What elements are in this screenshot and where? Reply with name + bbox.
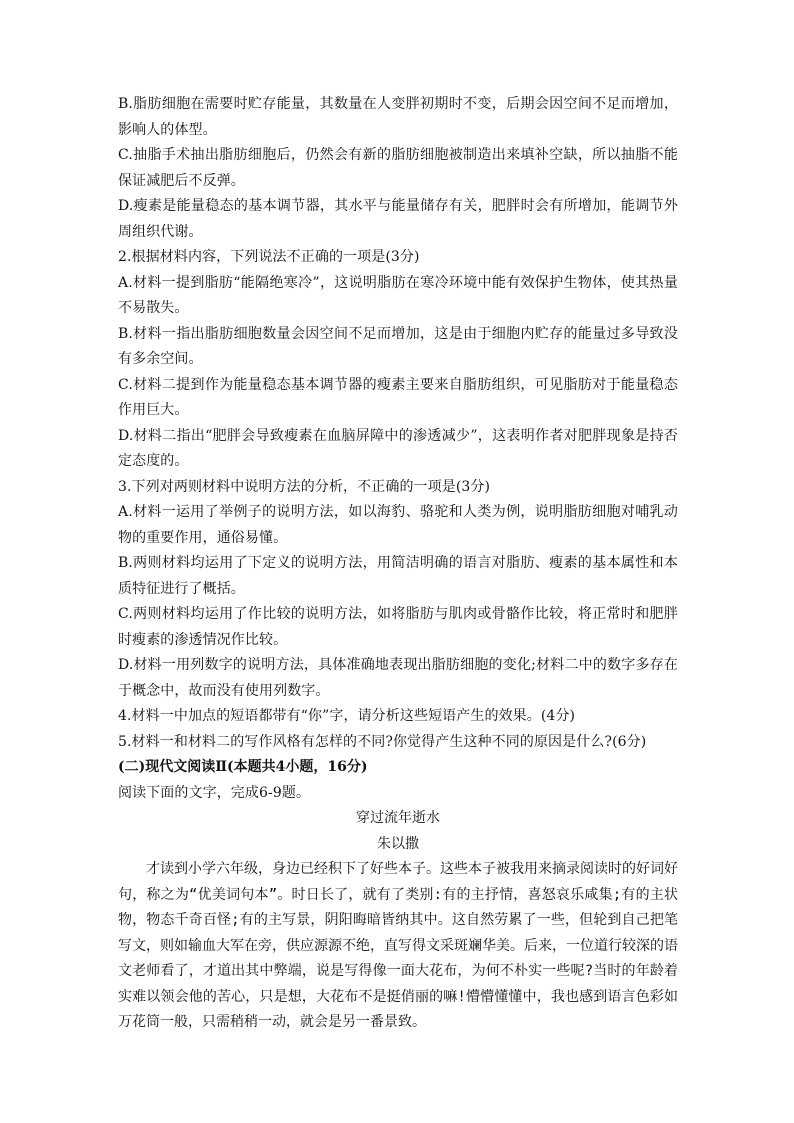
- question-2-option-b: B.材料一指出脂肪细胞数量会因空间不足而增加，这是由于细胞内贮存的能量过多导致没有多余空间。: [118, 325, 678, 367]
- question-3-option-d: D.材料一用列数字的说明方法，具体准确地表现出脂肪细胞的变化;材料二中的数字多存在于概念中，故而没有使用列数字。: [118, 657, 678, 699]
- option-d-paragraph: D.瘦素是能量稳态的基本调节器，其水平与能量储存有关，肥胖时会有所增加，能调节外周组织代谢。: [118, 198, 678, 240]
- option-b-paragraph: B.脂肪细胞在需要时贮存能量，其数量在人变胖初期时不变，后期会因空间不足而增加，影响人的体型。: [118, 96, 678, 138]
- question-2-option-c: C.材料二提到作为能量稳态基本调节器的瘦素主要来自脂肪组织，可见脂肪对于能量稳态作用巨大。: [118, 376, 678, 418]
- question-3-option-a: A.材料一运用了举例子的说明方法，如以海豹、骆驼和人类为例，说明脂肪细胞对哺乳动物的重要作用，通俗易懂。: [118, 504, 678, 546]
- reading-instruction: 阅读下面的文字，完成6-9题。: [118, 784, 311, 801]
- section-heading: (二)现代文阅读Ⅱ(本题共4小题，16分): [118, 759, 368, 775]
- article-title: 穿过流年逝水: [356, 810, 440, 826]
- question-3-option-c: C.两则材料均运用了作比较的说明方法，如将脂肪与肌肉或骨骼作比较，将正常时和肥胖时瘦素的渗透情况作比较。: [118, 606, 678, 648]
- question-4: 4.材料一中加点的短语都带有“你”字，请分析这些短语产生的效果。(4分): [118, 708, 576, 724]
- option-c-paragraph: C.抽脂手术抽出脂肪细胞后，仍然会有新的脂肪细胞被制造出来填补空缺，所以抽脂不能保证减肥后不反弹。: [118, 147, 678, 189]
- question-2-option-a: A.材料一提到脂肪“能隔绝寒冷”，这说明脂肪在寒冷环境中能有效保护生物体，使其热量不易散失。: [118, 274, 678, 316]
- question-3: 3.下列对两则材料中说明方法的分析，不正确的一项是(3分): [118, 478, 491, 495]
- question-2: 2.根据材料内容，下列说法不正确的一项是(3分): [118, 249, 420, 265]
- page-content: [118, 92, 678, 1036]
- question-3-option-b: B.两则材料均运用了下定义的说明方法，用简洁明确的语言对脂肪、瘦素的基本属性和本质特征进行了概括。: [118, 555, 678, 597]
- article-body: 才读到小学六年级，身边已经积下了好些本子。这些本子被我用来摘录阅读时的好词好句，称之为“优美词句本”。时日长了，就有了类别:有的主抒情，喜怒哀乐咸集;有的主状物，物态千奇百怪;有的主写景，阴阳晦暗皆纳其中。这自然劳累了一些，但轮到自己把笔写文，则如输血大军在旁，供应源源不绝，直写得文采斑斓华美。后来，一位道行较深的语文老师看了，才道出其中弊端，说是写得像一面大花布，为何不朴实一些呢?当时的年龄着实难以领会他的苦心，只是想，大花布不是挺俏丽的嘛!懵懵懂懂中，我也感到语言色彩如万花筒一般，只需稍稍一动，就会是另一番景致。: [118, 861, 678, 1030]
- article-author: 朱以撒: [377, 835, 419, 852]
- question-5: 5.材料一和材料二的写作风格有怎样的不同?你觉得产生这种不同的原因是什么?(6分): [118, 733, 647, 750]
- question-2-option-d: D.材料二指出“肥胖会导致瘦素在血脑屏障中的渗透减少”，这表明作者对肥胖现象是持否定态度的。: [118, 427, 678, 469]
